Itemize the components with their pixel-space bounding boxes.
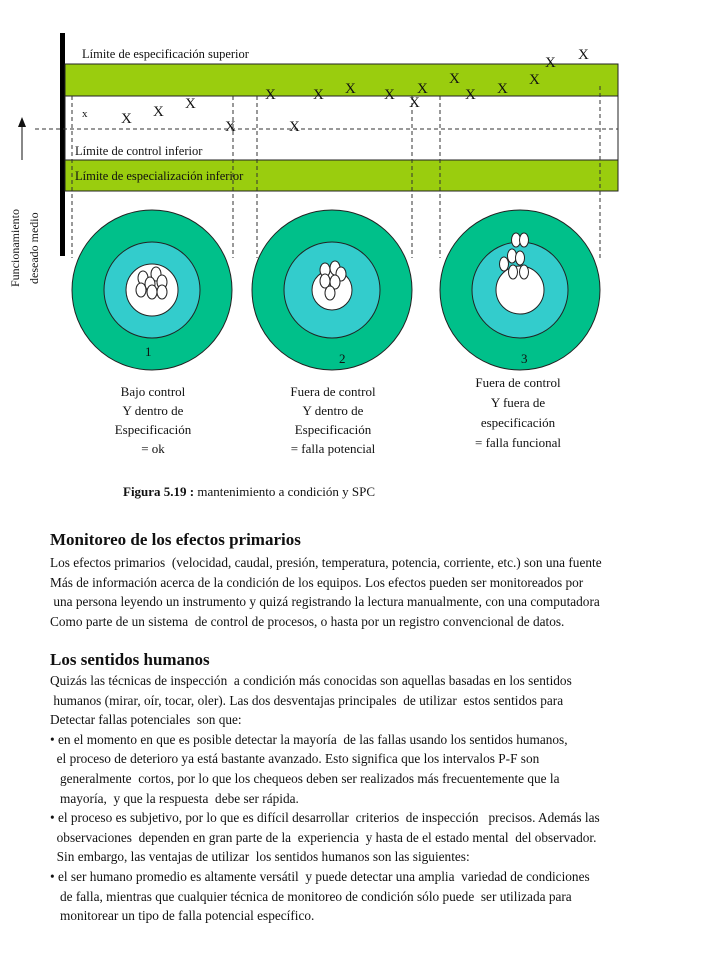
target-1-description [115, 384, 192, 456]
usl-label: Límite de especificación superior [82, 47, 249, 61]
text-line: mayoría, y que la respuesta debe ser rápida. [50, 790, 299, 806]
point-mark: X [265, 87, 276, 103]
text-line: Más de información acerca de la condición de los equipos. Los efectos pueden ser monitoreados por [50, 574, 584, 590]
caption-label: Figura 5.19 : [123, 484, 195, 499]
point-mark: X [289, 119, 300, 135]
target-number: 2 [339, 351, 346, 366]
arrow-head [18, 117, 26, 127]
point-mark: X [345, 81, 356, 97]
point-mark: x [82, 108, 88, 120]
target-2-description [290, 384, 376, 456]
section-title-human-senses: Los sentidos humanos [50, 650, 210, 669]
point-mark: X [545, 55, 556, 71]
point-mark: X [497, 81, 508, 97]
text-line: Quizás las técnicas de inspección a condición más conocidas son aquellas basadas en los sentidos [50, 673, 572, 688]
point-mark: X [449, 71, 460, 87]
svg-text:= falla funcional: = falla funcional [474, 435, 562, 450]
target-number: 1 [145, 344, 152, 359]
text-line: de falla, mientras que cualquier técnica de monitoreo de condición sólo puede ser utilizada para [50, 888, 572, 904]
text-line: Como parte de un sistema de control de procesos, o hasta por un registro convencional de datos. [50, 613, 565, 629]
text-line: generalmente cortos, por lo que los chequeos deben ser realizados más frecuentemente que la [50, 770, 560, 786]
point-mark: X [384, 87, 395, 103]
target-number: 3 [521, 351, 528, 366]
svg-text:Fuera de control: Fuera de control [290, 384, 376, 399]
svg-text:Especificación: Especificación [114, 422, 192, 437]
figure-caption [123, 484, 375, 500]
point-mark: X [121, 111, 132, 127]
point-mark: X [465, 87, 476, 103]
svg-text:Fuera de control: Fuera de control [475, 375, 561, 390]
axis-label-line1: Funcionamiento [8, 209, 22, 287]
target-3-description [475, 375, 561, 450]
text-line: monitorear un tipo de falla potencial específico. [50, 908, 315, 924]
text-line: observaciones dependen en gran parte de la experiencia y hasta de el estado mental del observador. [50, 829, 597, 845]
point-mark: X [153, 104, 164, 120]
text-line: Detectar fallas potenciales son que: [50, 712, 242, 728]
text-line: el proceso de deterioro ya está bastante avanzado. Esto significa que los intervalos P-F son [50, 751, 540, 767]
point-mark: X [417, 81, 428, 97]
target-2 [252, 210, 412, 370]
svg-text:= ok: = ok [141, 441, 165, 456]
lsl-label: Límite de especialización inferior [75, 169, 244, 183]
svg-text:Bajo control: Bajo control [120, 384, 186, 399]
vertical-axis-bar [60, 33, 65, 256]
section-title-primary-effects: Monitoreo de los efectos primarios [50, 530, 301, 549]
point-mark: X [225, 119, 236, 135]
point-mark: X [313, 87, 324, 103]
text-line: una persona leyendo un instrumento y quizá registrando la lectura manualmente, con una computadora [50, 594, 600, 610]
text-line: humanos (mirar, oír, tocar, oler). Las dos desventajas principales de utilizar estos sentidos para [50, 692, 564, 708]
target-3 [440, 210, 600, 370]
axis-label-line2: deseado medio [27, 212, 41, 284]
lcl-label: Límite de control inferior [75, 144, 203, 158]
caption-text: mantenimiento a condición y SPC [194, 484, 376, 499]
point-mark: X [185, 96, 196, 112]
svg-text:Y dentro de: Y dentro de [122, 403, 184, 418]
point-mark: X [529, 72, 540, 88]
text-line: • en el momento en que es posible detectar la mayoría de las fallas usando los sentidos humanos, [50, 731, 568, 747]
point-mark: X [409, 95, 420, 111]
svg-text:especificación: especificación [480, 415, 556, 430]
svg-text:Y fuera de: Y fuera de [490, 395, 546, 410]
text-line: • el proceso es subjetivo, por lo que es difícil desarrollar criterios de inspección precisos. Además las [50, 810, 600, 826]
text-line: Sin embargo, las ventajas de utilizar los sentidos humanos son las siguientes: [50, 849, 470, 865]
section-primary-effects-body [50, 553, 720, 631]
text-line: • el ser humano promedio es altamente versátil y puede detectar una amplia variedad de condiciones [50, 868, 590, 884]
text-line: Los efectos primarios (velocidad, caudal, presión, temperatura, potencia, corriente, etc.) son una fuente [50, 555, 602, 570]
svg-text:= falla potencial: = falla potencial [290, 441, 376, 456]
svg-text:Y dentro de: Y dentro de [302, 403, 364, 418]
target-1 [72, 210, 232, 370]
svg-text:Especificación: Especificación [294, 422, 372, 437]
section-human-senses-body [50, 671, 720, 926]
point-mark: X [578, 47, 589, 63]
